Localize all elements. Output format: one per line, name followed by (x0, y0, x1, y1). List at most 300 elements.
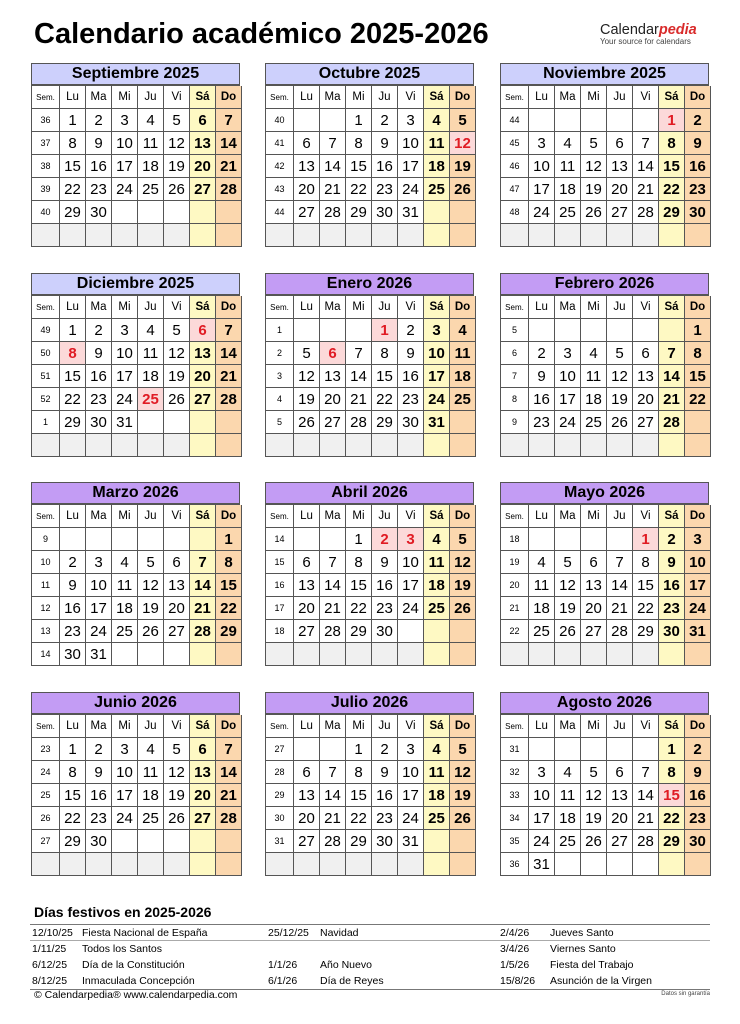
day-cell[interactable]: 4 (138, 109, 164, 132)
day-cell[interactable]: 11 (138, 342, 164, 365)
day-cell[interactable]: 25 (138, 807, 164, 830)
day-cell[interactable]: 18 (112, 597, 138, 620)
day-cell[interactable]: 7 (216, 319, 242, 342)
day-cell[interactable]: 3 (112, 319, 138, 342)
day-cell[interactable]: 9 (372, 132, 398, 155)
day-cell[interactable]: 29 (60, 411, 86, 434)
day-cell[interactable]: 31 (86, 643, 112, 666)
day-cell[interactable]: 29 (60, 830, 86, 853)
day-cell[interactable]: 29 (346, 620, 372, 643)
day-cell[interactable]: 9 (372, 761, 398, 784)
day-cell[interactable]: 3 (398, 528, 424, 551)
day-cell[interactable]: 1 (659, 738, 685, 761)
day-cell[interactable]: 18 (138, 155, 164, 178)
day-cell[interactable]: 3 (685, 528, 711, 551)
day-cell[interactable]: 11 (555, 784, 581, 807)
day-cell[interactable]: 24 (398, 597, 424, 620)
day-cell[interactable]: 25 (529, 620, 555, 643)
day-cell[interactable]: 8 (60, 132, 86, 155)
day-cell[interactable]: 5 (581, 132, 607, 155)
day-cell[interactable]: 1 (60, 738, 86, 761)
day-cell[interactable]: 19 (450, 784, 476, 807)
day-cell[interactable]: 2 (659, 528, 685, 551)
day-cell[interactable]: 17 (424, 365, 450, 388)
day-cell[interactable]: 16 (86, 365, 112, 388)
day-cell[interactable]: 10 (112, 132, 138, 155)
day-cell[interactable]: 16 (60, 597, 86, 620)
day-cell[interactable]: 21 (320, 178, 346, 201)
day-cell[interactable]: 23 (372, 597, 398, 620)
day-cell[interactable]: 4 (529, 551, 555, 574)
day-cell[interactable]: 25 (555, 201, 581, 224)
day-cell[interactable]: 4 (581, 342, 607, 365)
day-cell[interactable]: 3 (529, 761, 555, 784)
day-cell[interactable]: 27 (190, 388, 216, 411)
day-cell[interactable]: 28 (320, 830, 346, 853)
day-cell[interactable]: 20 (190, 365, 216, 388)
day-cell[interactable]: 21 (190, 597, 216, 620)
day-cell[interactable]: 10 (398, 761, 424, 784)
day-cell[interactable]: 4 (138, 738, 164, 761)
day-cell[interactable]: 5 (294, 342, 320, 365)
day-cell[interactable]: 27 (607, 201, 633, 224)
day-cell[interactable]: 28 (633, 201, 659, 224)
day-cell[interactable]: 19 (450, 574, 476, 597)
day-cell[interactable]: 11 (555, 155, 581, 178)
day-cell[interactable]: 23 (529, 411, 555, 434)
day-cell[interactable]: 27 (633, 411, 659, 434)
day-cell[interactable]: 27 (294, 620, 320, 643)
day-cell[interactable]: 13 (190, 132, 216, 155)
day-cell[interactable]: 24 (112, 807, 138, 830)
day-cell[interactable]: 15 (346, 784, 372, 807)
day-cell[interactable]: 6 (190, 738, 216, 761)
day-cell[interactable]: 27 (190, 178, 216, 201)
day-cell[interactable]: 7 (607, 551, 633, 574)
day-cell[interactable]: 18 (529, 597, 555, 620)
day-cell[interactable]: 26 (294, 411, 320, 434)
day-cell[interactable]: 23 (86, 178, 112, 201)
day-cell[interactable]: 23 (398, 388, 424, 411)
day-cell[interactable]: 14 (216, 342, 242, 365)
day-cell[interactable]: 24 (555, 411, 581, 434)
day-cell[interactable]: 26 (450, 178, 476, 201)
day-cell[interactable]: 11 (424, 132, 450, 155)
day-cell[interactable]: 8 (346, 551, 372, 574)
day-cell[interactable]: 20 (581, 597, 607, 620)
day-cell[interactable]: 21 (216, 784, 242, 807)
day-cell[interactable]: 6 (294, 761, 320, 784)
day-cell[interactable]: 9 (685, 761, 711, 784)
day-cell[interactable]: 26 (164, 388, 190, 411)
day-cell[interactable]: 18 (424, 574, 450, 597)
day-cell[interactable]: 20 (190, 155, 216, 178)
day-cell[interactable]: 12 (164, 761, 190, 784)
day-cell[interactable]: 10 (529, 155, 555, 178)
day-cell[interactable]: 8 (346, 761, 372, 784)
day-cell[interactable]: 13 (581, 574, 607, 597)
day-cell[interactable]: 25 (424, 597, 450, 620)
day-cell[interactable]: 28 (320, 620, 346, 643)
day-cell[interactable]: 10 (398, 132, 424, 155)
day-cell[interactable]: 20 (190, 784, 216, 807)
day-cell[interactable]: 28 (216, 388, 242, 411)
day-cell[interactable]: 30 (659, 620, 685, 643)
day-cell[interactable]: 19 (555, 597, 581, 620)
day-cell[interactable]: 16 (372, 784, 398, 807)
day-cell[interactable]: 17 (529, 807, 555, 830)
day-cell[interactable]: 13 (320, 365, 346, 388)
day-cell[interactable]: 1 (659, 109, 685, 132)
day-cell[interactable]: 6 (190, 109, 216, 132)
day-cell[interactable]: 6 (294, 551, 320, 574)
day-cell[interactable]: 4 (424, 738, 450, 761)
day-cell[interactable]: 26 (581, 830, 607, 853)
day-cell[interactable]: 6 (294, 132, 320, 155)
day-cell[interactable]: 3 (112, 109, 138, 132)
day-cell[interactable]: 12 (450, 132, 476, 155)
day-cell[interactable]: 9 (685, 132, 711, 155)
day-cell[interactable]: 8 (685, 342, 711, 365)
day-cell[interactable]: 4 (555, 761, 581, 784)
day-cell[interactable]: 12 (138, 574, 164, 597)
day-cell[interactable]: 2 (60, 551, 86, 574)
day-cell[interactable]: 19 (450, 155, 476, 178)
day-cell[interactable]: 22 (60, 388, 86, 411)
day-cell[interactable]: 15 (659, 784, 685, 807)
day-cell[interactable]: 16 (372, 574, 398, 597)
day-cell[interactable]: 23 (86, 807, 112, 830)
day-cell[interactable]: 30 (372, 620, 398, 643)
day-cell[interactable]: 24 (529, 201, 555, 224)
day-cell[interactable]: 2 (398, 319, 424, 342)
day-cell[interactable]: 3 (112, 738, 138, 761)
day-cell[interactable]: 1 (60, 319, 86, 342)
day-cell[interactable]: 21 (320, 597, 346, 620)
day-cell[interactable]: 24 (112, 178, 138, 201)
day-cell[interactable]: 25 (450, 388, 476, 411)
day-cell[interactable]: 22 (346, 597, 372, 620)
day-cell[interactable]: 24 (685, 597, 711, 620)
day-cell[interactable]: 20 (294, 178, 320, 201)
day-cell[interactable]: 28 (216, 178, 242, 201)
day-cell[interactable]: 23 (685, 807, 711, 830)
day-cell[interactable]: 14 (216, 761, 242, 784)
day-cell[interactable]: 19 (607, 388, 633, 411)
day-cell[interactable]: 17 (685, 574, 711, 597)
day-cell[interactable]: 6 (320, 342, 346, 365)
day-cell[interactable]: 13 (164, 574, 190, 597)
day-cell[interactable]: 26 (581, 201, 607, 224)
day-cell[interactable]: 19 (138, 597, 164, 620)
day-cell[interactable]: 19 (164, 155, 190, 178)
day-cell[interactable]: 21 (633, 807, 659, 830)
day-cell[interactable]: 31 (398, 201, 424, 224)
day-cell[interactable]: 18 (581, 388, 607, 411)
day-cell[interactable]: 18 (424, 155, 450, 178)
day-cell[interactable]: 22 (346, 178, 372, 201)
day-cell[interactable]: 17 (112, 155, 138, 178)
day-cell[interactable]: 24 (398, 807, 424, 830)
day-cell[interactable]: 17 (112, 365, 138, 388)
day-cell[interactable]: 28 (346, 411, 372, 434)
day-cell[interactable]: 10 (398, 551, 424, 574)
day-cell[interactable]: 9 (86, 342, 112, 365)
day-cell[interactable]: 11 (112, 574, 138, 597)
day-cell[interactable]: 19 (294, 388, 320, 411)
day-cell[interactable]: 11 (529, 574, 555, 597)
day-cell[interactable]: 9 (529, 365, 555, 388)
day-cell[interactable]: 6 (607, 132, 633, 155)
day-cell[interactable]: 20 (164, 597, 190, 620)
day-cell[interactable]: 13 (633, 365, 659, 388)
day-cell[interactable]: 1 (346, 109, 372, 132)
day-cell[interactable]: 23 (659, 597, 685, 620)
day-cell[interactable]: 3 (398, 738, 424, 761)
day-cell[interactable]: 16 (685, 784, 711, 807)
day-cell[interactable]: 6 (607, 761, 633, 784)
day-cell[interactable]: 21 (659, 388, 685, 411)
day-cell[interactable]: 22 (633, 597, 659, 620)
day-cell[interactable]: 26 (555, 620, 581, 643)
day-cell[interactable]: 10 (112, 761, 138, 784)
day-cell[interactable]: 5 (607, 342, 633, 365)
day-cell[interactable]: 10 (112, 342, 138, 365)
day-cell[interactable]: 6 (581, 551, 607, 574)
day-cell[interactable]: 14 (346, 365, 372, 388)
day-cell[interactable]: 5 (555, 551, 581, 574)
day-cell[interactable]: 22 (60, 178, 86, 201)
day-cell[interactable]: 12 (164, 132, 190, 155)
day-cell[interactable]: 24 (529, 830, 555, 853)
day-cell[interactable]: 9 (659, 551, 685, 574)
day-cell[interactable]: 2 (372, 109, 398, 132)
day-cell[interactable]: 15 (372, 365, 398, 388)
day-cell[interactable]: 28 (320, 201, 346, 224)
day-cell[interactable]: 10 (424, 342, 450, 365)
day-cell[interactable]: 28 (216, 807, 242, 830)
day-cell[interactable]: 21 (607, 597, 633, 620)
day-cell[interactable]: 18 (555, 178, 581, 201)
day-cell[interactable]: 7 (633, 132, 659, 155)
day-cell[interactable]: 4 (112, 551, 138, 574)
day-cell[interactable]: 17 (398, 574, 424, 597)
day-cell[interactable]: 31 (424, 411, 450, 434)
day-cell[interactable]: 7 (216, 738, 242, 761)
day-cell[interactable]: 27 (294, 201, 320, 224)
day-cell[interactable]: 20 (320, 388, 346, 411)
day-cell[interactable]: 22 (372, 388, 398, 411)
day-cell[interactable]: 27 (320, 411, 346, 434)
day-cell[interactable]: 8 (659, 132, 685, 155)
day-cell[interactable]: 5 (450, 528, 476, 551)
day-cell[interactable]: 27 (581, 620, 607, 643)
day-cell[interactable]: 8 (60, 342, 86, 365)
day-cell[interactable]: 28 (659, 411, 685, 434)
day-cell[interactable]: 5 (164, 319, 190, 342)
day-cell[interactable]: 15 (60, 365, 86, 388)
day-cell[interactable]: 27 (164, 620, 190, 643)
day-cell[interactable]: 29 (659, 201, 685, 224)
day-cell[interactable]: 22 (659, 178, 685, 201)
day-cell[interactable]: 12 (164, 342, 190, 365)
day-cell[interactable]: 26 (138, 620, 164, 643)
day-cell[interactable]: 16 (529, 388, 555, 411)
day-cell[interactable]: 14 (320, 574, 346, 597)
day-cell[interactable]: 20 (294, 807, 320, 830)
day-cell[interactable]: 22 (216, 597, 242, 620)
day-cell[interactable]: 16 (372, 155, 398, 178)
day-cell[interactable]: 2 (86, 109, 112, 132)
day-cell[interactable]: 4 (424, 528, 450, 551)
day-cell[interactable]: 8 (659, 761, 685, 784)
day-cell[interactable]: 26 (450, 807, 476, 830)
day-cell[interactable]: 7 (659, 342, 685, 365)
day-cell[interactable]: 7 (633, 761, 659, 784)
day-cell[interactable]: 30 (685, 201, 711, 224)
day-cell[interactable]: 30 (60, 643, 86, 666)
day-cell[interactable]: 12 (294, 365, 320, 388)
day-cell[interactable]: 7 (346, 342, 372, 365)
day-cell[interactable]: 9 (60, 574, 86, 597)
day-cell[interactable]: 18 (450, 365, 476, 388)
day-cell[interactable]: 6 (633, 342, 659, 365)
day-cell[interactable]: 16 (398, 365, 424, 388)
day-cell[interactable]: 10 (529, 784, 555, 807)
day-cell[interactable]: 10 (685, 551, 711, 574)
day-cell[interactable]: 10 (555, 365, 581, 388)
day-cell[interactable]: 25 (424, 178, 450, 201)
day-cell[interactable]: 29 (346, 830, 372, 853)
day-cell[interactable]: 13 (190, 342, 216, 365)
day-cell[interactable]: 30 (86, 411, 112, 434)
day-cell[interactable]: 13 (294, 784, 320, 807)
day-cell[interactable]: 25 (424, 807, 450, 830)
day-cell[interactable]: 23 (372, 178, 398, 201)
day-cell[interactable]: 5 (164, 738, 190, 761)
day-cell[interactable]: 21 (320, 807, 346, 830)
day-cell[interactable]: 3 (398, 109, 424, 132)
day-cell[interactable]: 24 (112, 388, 138, 411)
day-cell[interactable]: 12 (450, 761, 476, 784)
day-cell[interactable]: 25 (555, 830, 581, 853)
day-cell[interactable]: 18 (138, 784, 164, 807)
day-cell[interactable]: 28 (607, 620, 633, 643)
day-cell[interactable]: 23 (372, 807, 398, 830)
day-cell[interactable]: 28 (633, 830, 659, 853)
day-cell[interactable]: 25 (138, 178, 164, 201)
day-cell[interactable]: 9 (86, 761, 112, 784)
day-cell[interactable]: 1 (346, 738, 372, 761)
day-cell[interactable]: 21 (633, 178, 659, 201)
day-cell[interactable]: 20 (607, 178, 633, 201)
day-cell[interactable]: 11 (581, 365, 607, 388)
day-cell[interactable]: 9 (398, 342, 424, 365)
day-cell[interactable]: 4 (138, 319, 164, 342)
brand-logo[interactable] (600, 22, 710, 46)
day-cell[interactable]: 16 (86, 155, 112, 178)
day-cell[interactable]: 30 (372, 830, 398, 853)
day-cell[interactable]: 9 (372, 551, 398, 574)
day-cell[interactable]: 2 (685, 738, 711, 761)
day-cell[interactable]: 27 (190, 807, 216, 830)
day-cell[interactable]: 17 (398, 155, 424, 178)
day-cell[interactable]: 5 (450, 738, 476, 761)
day-cell[interactable]: 17 (112, 784, 138, 807)
day-cell[interactable]: 14 (633, 155, 659, 178)
day-cell[interactable]: 2 (372, 528, 398, 551)
day-cell[interactable]: 11 (424, 761, 450, 784)
day-cell[interactable]: 19 (581, 178, 607, 201)
day-cell[interactable]: 18 (555, 807, 581, 830)
day-cell[interactable]: 3 (86, 551, 112, 574)
day-cell[interactable]: 3 (529, 132, 555, 155)
day-cell[interactable]: 11 (138, 132, 164, 155)
day-cell[interactable]: 12 (555, 574, 581, 597)
day-cell[interactable]: 14 (190, 574, 216, 597)
day-cell[interactable]: 30 (372, 201, 398, 224)
day-cell[interactable]: 1 (633, 528, 659, 551)
day-cell[interactable]: 16 (685, 155, 711, 178)
day-cell[interactable]: 21 (216, 155, 242, 178)
day-cell[interactable]: 19 (164, 784, 190, 807)
day-cell[interactable]: 12 (581, 784, 607, 807)
day-cell[interactable]: 13 (190, 761, 216, 784)
day-cell[interactable]: 11 (450, 342, 476, 365)
day-cell[interactable]: 27 (294, 830, 320, 853)
day-cell[interactable]: 12 (581, 155, 607, 178)
day-cell[interactable]: 26 (164, 807, 190, 830)
day-cell[interactable]: 14 (320, 784, 346, 807)
day-cell[interactable]: 30 (86, 830, 112, 853)
day-cell[interactable]: 2 (529, 342, 555, 365)
day-cell[interactable]: 27 (607, 830, 633, 853)
day-cell[interactable]: 4 (555, 132, 581, 155)
day-cell[interactable]: 21 (216, 365, 242, 388)
day-cell[interactable]: 24 (424, 388, 450, 411)
day-cell[interactable]: 13 (294, 574, 320, 597)
day-cell[interactable]: 23 (60, 620, 86, 643)
day-cell[interactable]: 24 (86, 620, 112, 643)
day-cell[interactable]: 14 (320, 155, 346, 178)
day-cell[interactable]: 24 (398, 178, 424, 201)
day-cell[interactable]: 6 (164, 551, 190, 574)
day-cell[interactable]: 5 (138, 551, 164, 574)
day-cell[interactable]: 13 (294, 155, 320, 178)
day-cell[interactable]: 5 (581, 761, 607, 784)
day-cell[interactable]: 1 (216, 528, 242, 551)
day-cell[interactable]: 29 (346, 201, 372, 224)
day-cell[interactable]: 21 (346, 388, 372, 411)
day-cell[interactable]: 8 (372, 342, 398, 365)
day-cell[interactable]: 22 (346, 807, 372, 830)
day-cell[interactable]: 30 (86, 201, 112, 224)
day-cell[interactable]: 14 (216, 132, 242, 155)
day-cell[interactable]: 28 (190, 620, 216, 643)
day-cell[interactable]: 29 (216, 620, 242, 643)
day-cell[interactable]: 31 (529, 853, 555, 876)
day-cell[interactable]: 29 (372, 411, 398, 434)
day-cell[interactable]: 13 (607, 155, 633, 178)
day-cell[interactable]: 5 (164, 109, 190, 132)
day-cell[interactable]: 29 (659, 830, 685, 853)
day-cell[interactable]: 1 (346, 528, 372, 551)
day-cell[interactable]: 10 (86, 574, 112, 597)
day-cell[interactable]: 2 (372, 738, 398, 761)
day-cell[interactable]: 8 (216, 551, 242, 574)
day-cell[interactable]: 22 (659, 807, 685, 830)
day-cell[interactable]: 1 (60, 109, 86, 132)
